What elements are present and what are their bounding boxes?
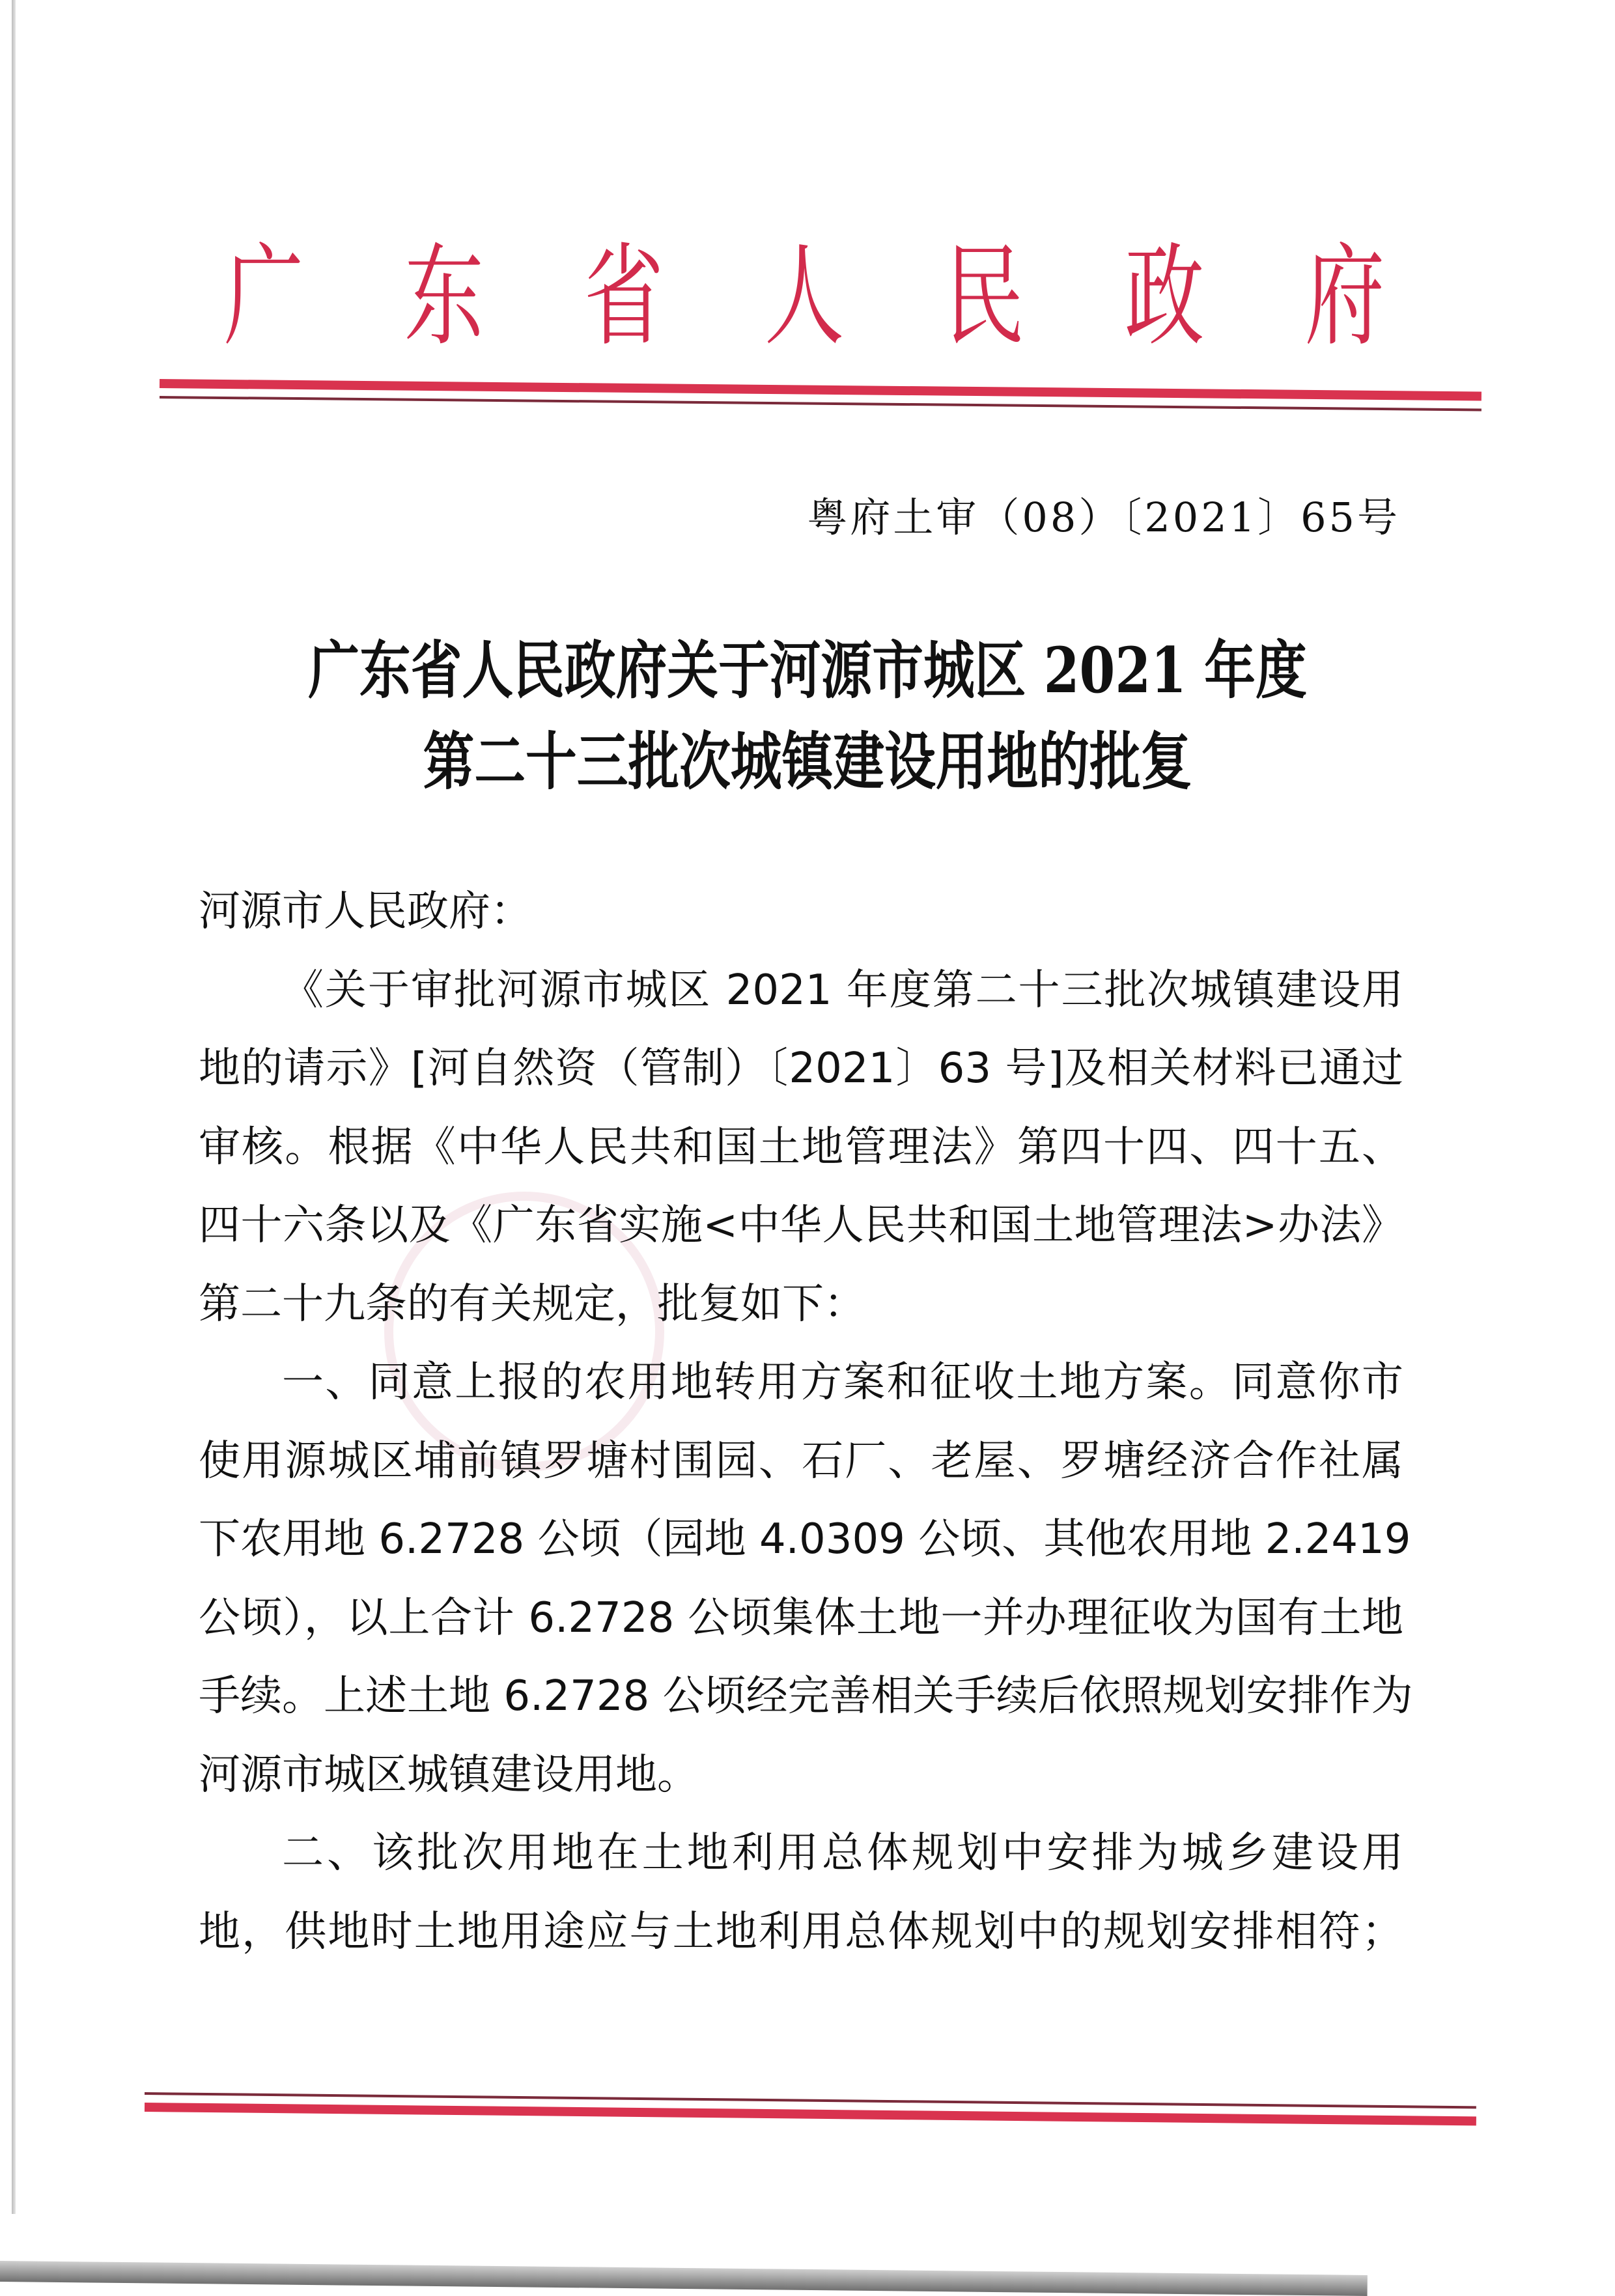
body-paragraphs — [199, 951, 1413, 1972]
header-char: 府 — [1304, 232, 1385, 361]
document-number: 粤府土审（08）〔2021〕65号 — [807, 494, 1400, 541]
header-char: 人 — [764, 232, 845, 361]
header-char: 广 — [223, 232, 304, 361]
body-line: 审核。根据《中华人民共和国土地管理法》第四十四、四十五、 — [199, 1123, 1403, 1171]
body-line: 手续。上述土地 6.2728 公顷经完善相关手续后依照规划安排作为 — [199, 1672, 1413, 1720]
body-line: 一、同意上报的农用地转用方案和征收土地方案。同意你市 — [282, 1358, 1403, 1407]
issuing-authority-header — [208, 221, 1400, 361]
body-line: 地的请示》[河自然资（管制）〔2021〕63 号]及相关材料已通过 — [199, 1044, 1403, 1093]
header-char: 省 — [584, 232, 664, 361]
header-char: 政 — [1125, 232, 1205, 361]
body-line: 公顷），以上合计 6.2728 公顷集体土地一并办理征收为国有土地 — [199, 1593, 1403, 1642]
scanned-page-edge — [12, 0, 16, 2214]
salutation: 河源市人民政府： — [199, 888, 532, 936]
document-body — [199, 873, 1413, 1971]
body-line: 二、该批次用地在土地利用总体规划中安排为城乡建设用 — [282, 1829, 1403, 1877]
body-line: 第二十九条的有关规定，批复如下： — [199, 1280, 865, 1328]
header-char: 东 — [404, 232, 484, 361]
body-line: 河源市城区城镇建设用地。 — [199, 1750, 699, 1799]
header-char: 民 — [944, 232, 1024, 361]
body-line: 四十六条以及《广东省实施<中华人民共和国土地管理法>办法》 — [199, 1201, 1403, 1250]
body-line: 《关于审批河源市城区 2021 年度第二十三批次城镇建设用 — [282, 966, 1403, 1015]
title-line-2: 第二十三批次城镇建设用地的批复 — [423, 725, 1192, 798]
title-line-1: 广东省人民政府关于河源市城区 2021 年度 — [308, 634, 1307, 707]
body-line: 地，供地时土地用途应与土地利用总体规划中的规划安排相符； — [199, 1907, 1403, 1956]
body-line: 使用源城区埔前镇罗塘村围园、石厂、老屋、罗塘经济合作社属 — [199, 1436, 1403, 1485]
scanned-page-bottom-edge — [0, 2261, 1368, 2296]
body-line: 下农用地 6.2728 公顷（园地 4.0309 公顷、其他农用地 2.2419 — [199, 1515, 1411, 1563]
document-title — [0, 625, 1615, 807]
